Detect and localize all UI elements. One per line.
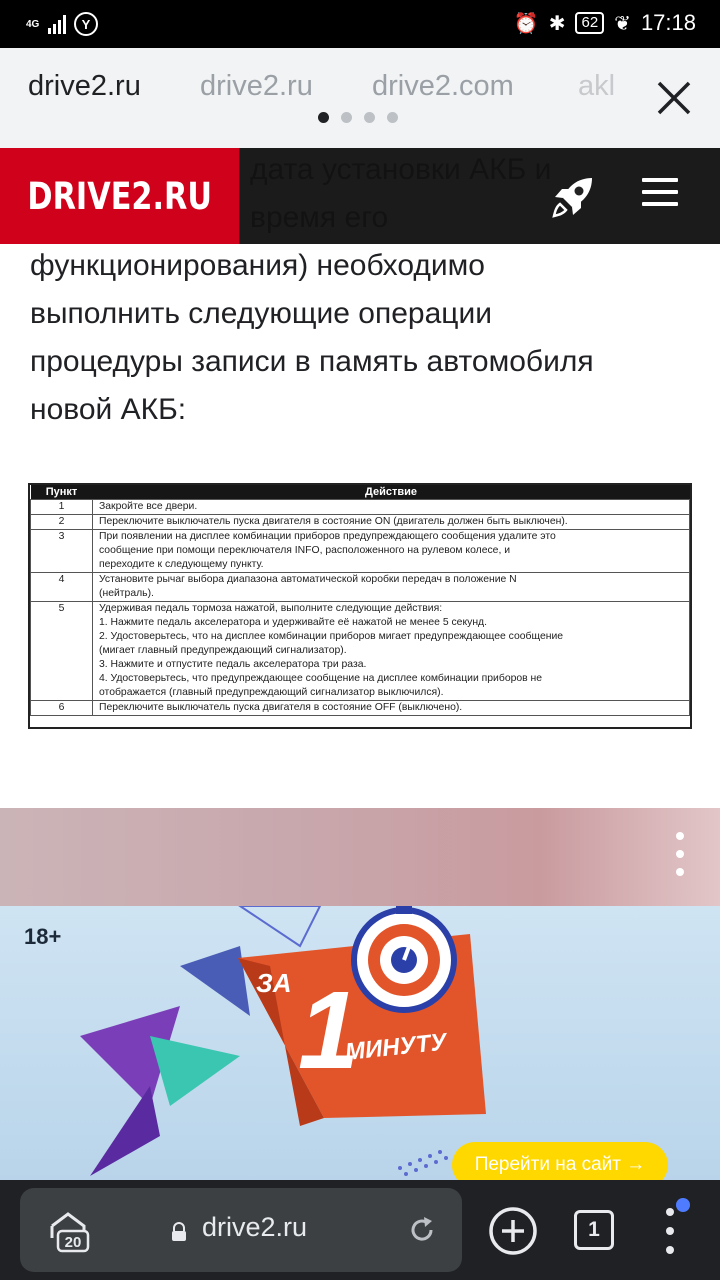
- article-line: функционирования) необходимо: [30, 249, 485, 282]
- row-action: [93, 515, 690, 530]
- ad-za-text: ЗА: [256, 968, 292, 998]
- page-dot: [318, 112, 329, 123]
- row-line: Удерживая педаль тормоза нажатой, выполните следующие действия:: [99, 603, 443, 614]
- row-line: Установите рычаг выбора диапазона автоматической коробки передач в положение N: [99, 574, 517, 585]
- address-bar[interactable]: [20, 1188, 462, 1272]
- table-row: [31, 500, 690, 515]
- table-row: [31, 602, 690, 701]
- row-line: Закройте все двери.: [99, 501, 198, 512]
- row-number: 4: [31, 573, 93, 602]
- row-line: Переключите выключатель пуска двигателя в состояние OFF (выключено).: [99, 702, 463, 713]
- browser-toolbar: [0, 1180, 720, 1280]
- row-line: При появлении на дисплее комбинации приборов предупреждающего сообщения удалите это: [99, 531, 556, 542]
- row-line: 1. Нажмите педаль акселератора и удерживайте её нажатой не менее 5 секунд.: [99, 617, 488, 628]
- ad-banner[interactable]: [0, 906, 720, 1180]
- row-line: (мигает главный предупреждающий сигнализатор).: [99, 645, 347, 656]
- row-number: 1: [31, 500, 93, 515]
- age-rating: 18+: [24, 924, 62, 949]
- table-header-num: Пункт: [31, 485, 93, 500]
- url-text[interactable]: drive2.ru: [202, 1212, 308, 1242]
- tabs-count-button[interactable]: 1: [574, 1210, 614, 1250]
- ad-top-strip[interactable]: [0, 808, 720, 906]
- row-action: [93, 602, 690, 701]
- row-line: 2. Удостоверьтесь, что на дисплее комбинации приборов мигает предупреждающее сообщение: [99, 631, 564, 642]
- ad-artwork: [0, 906, 720, 1180]
- lock-icon: [170, 1222, 188, 1242]
- page-dot: [341, 112, 352, 123]
- row-number: 6: [31, 701, 93, 716]
- ad-options-icon[interactable]: [674, 832, 686, 876]
- tab-strip: [0, 48, 720, 148]
- row-number: 3: [31, 530, 93, 573]
- article-line: процедуры записи в память автомобиля: [30, 345, 594, 378]
- row-line: 4. Удостоверьтесь, что предупреждающее сообщение на дисплее комбинации приборов не: [99, 673, 543, 684]
- row-line: сообщение при помощи переключателя INFO, расположенного на рулевом колесе, и: [99, 545, 511, 556]
- alarm-icon: ⏰: [513, 12, 539, 35]
- status-bar: [0, 0, 720, 48]
- home-icon[interactable]: [44, 1204, 94, 1254]
- ad-minutu-text: МИНУТУ: [343, 1028, 448, 1066]
- tab-partial[interactable]: akl: [578, 70, 616, 102]
- row-action: [93, 573, 690, 602]
- status-left: [26, 12, 98, 36]
- row-action: [93, 500, 690, 515]
- drive2-logo[interactable]: DRIVE2.RU: [0, 148, 239, 244]
- battery-level: 62: [575, 12, 604, 34]
- row-line: Переключите выключатель пуска двигателя в состояние ON (двигатель должен быть выключен).: [99, 516, 568, 527]
- browser-menu-icon[interactable]: [660, 1204, 680, 1258]
- table-header-action: Действие: [93, 485, 690, 500]
- status-right: [514, 10, 696, 36]
- update-badge: [676, 1198, 690, 1212]
- table-row: [31, 515, 690, 530]
- page-dot: [364, 112, 375, 123]
- row-line: 3. Нажмите и отпустите педаль акселератора три раза.: [99, 659, 367, 670]
- instructions-table: [28, 483, 692, 729]
- reload-icon[interactable]: [406, 1214, 438, 1246]
- close-icon[interactable]: [654, 78, 694, 118]
- article-line: выполнить следующие операции: [30, 297, 492, 330]
- signal-icon: [48, 14, 66, 34]
- ad-cta-button[interactable]: Перейти на сайт →: [452, 1142, 668, 1180]
- yandex-icon: Y: [74, 12, 98, 36]
- row-line: (нейтраль).: [99, 588, 154, 599]
- site-header: [0, 148, 720, 244]
- leaf-icon: ❦: [614, 12, 631, 35]
- row-number: 5: [31, 602, 93, 701]
- menu-icon[interactable]: [642, 178, 678, 214]
- tab-drive2-com[interactable]: drive2.com: [372, 70, 514, 102]
- tab-drive2-ru[interactable]: drive2.ru: [200, 70, 313, 102]
- tab-drive2-ru-active[interactable]: drive2.ru: [28, 70, 141, 102]
- ad-number-text: 1: [298, 969, 360, 1092]
- row-action: [93, 701, 690, 716]
- home-count: 20: [64, 1234, 82, 1251]
- article-line: новой АКБ:: [30, 393, 187, 426]
- rocket-icon[interactable]: [548, 172, 598, 222]
- clock: 17:18: [640, 10, 696, 35]
- row-line: отображается (главный предупреждающий сигнализатор выключился).: [99, 687, 444, 698]
- table-row: [31, 701, 690, 716]
- table-row: [31, 530, 690, 573]
- new-tab-icon[interactable]: [488, 1206, 538, 1256]
- bluetooth-icon: ✱: [548, 12, 566, 35]
- tab-page-indicator: [318, 112, 398, 123]
- page-dot: [387, 112, 398, 123]
- table-row: [31, 573, 690, 602]
- row-number: 2: [31, 515, 93, 530]
- row-action: [93, 530, 690, 573]
- row-line: переходите к следующему пункту.: [99, 559, 264, 570]
- network-type: 4G: [26, 18, 40, 30]
